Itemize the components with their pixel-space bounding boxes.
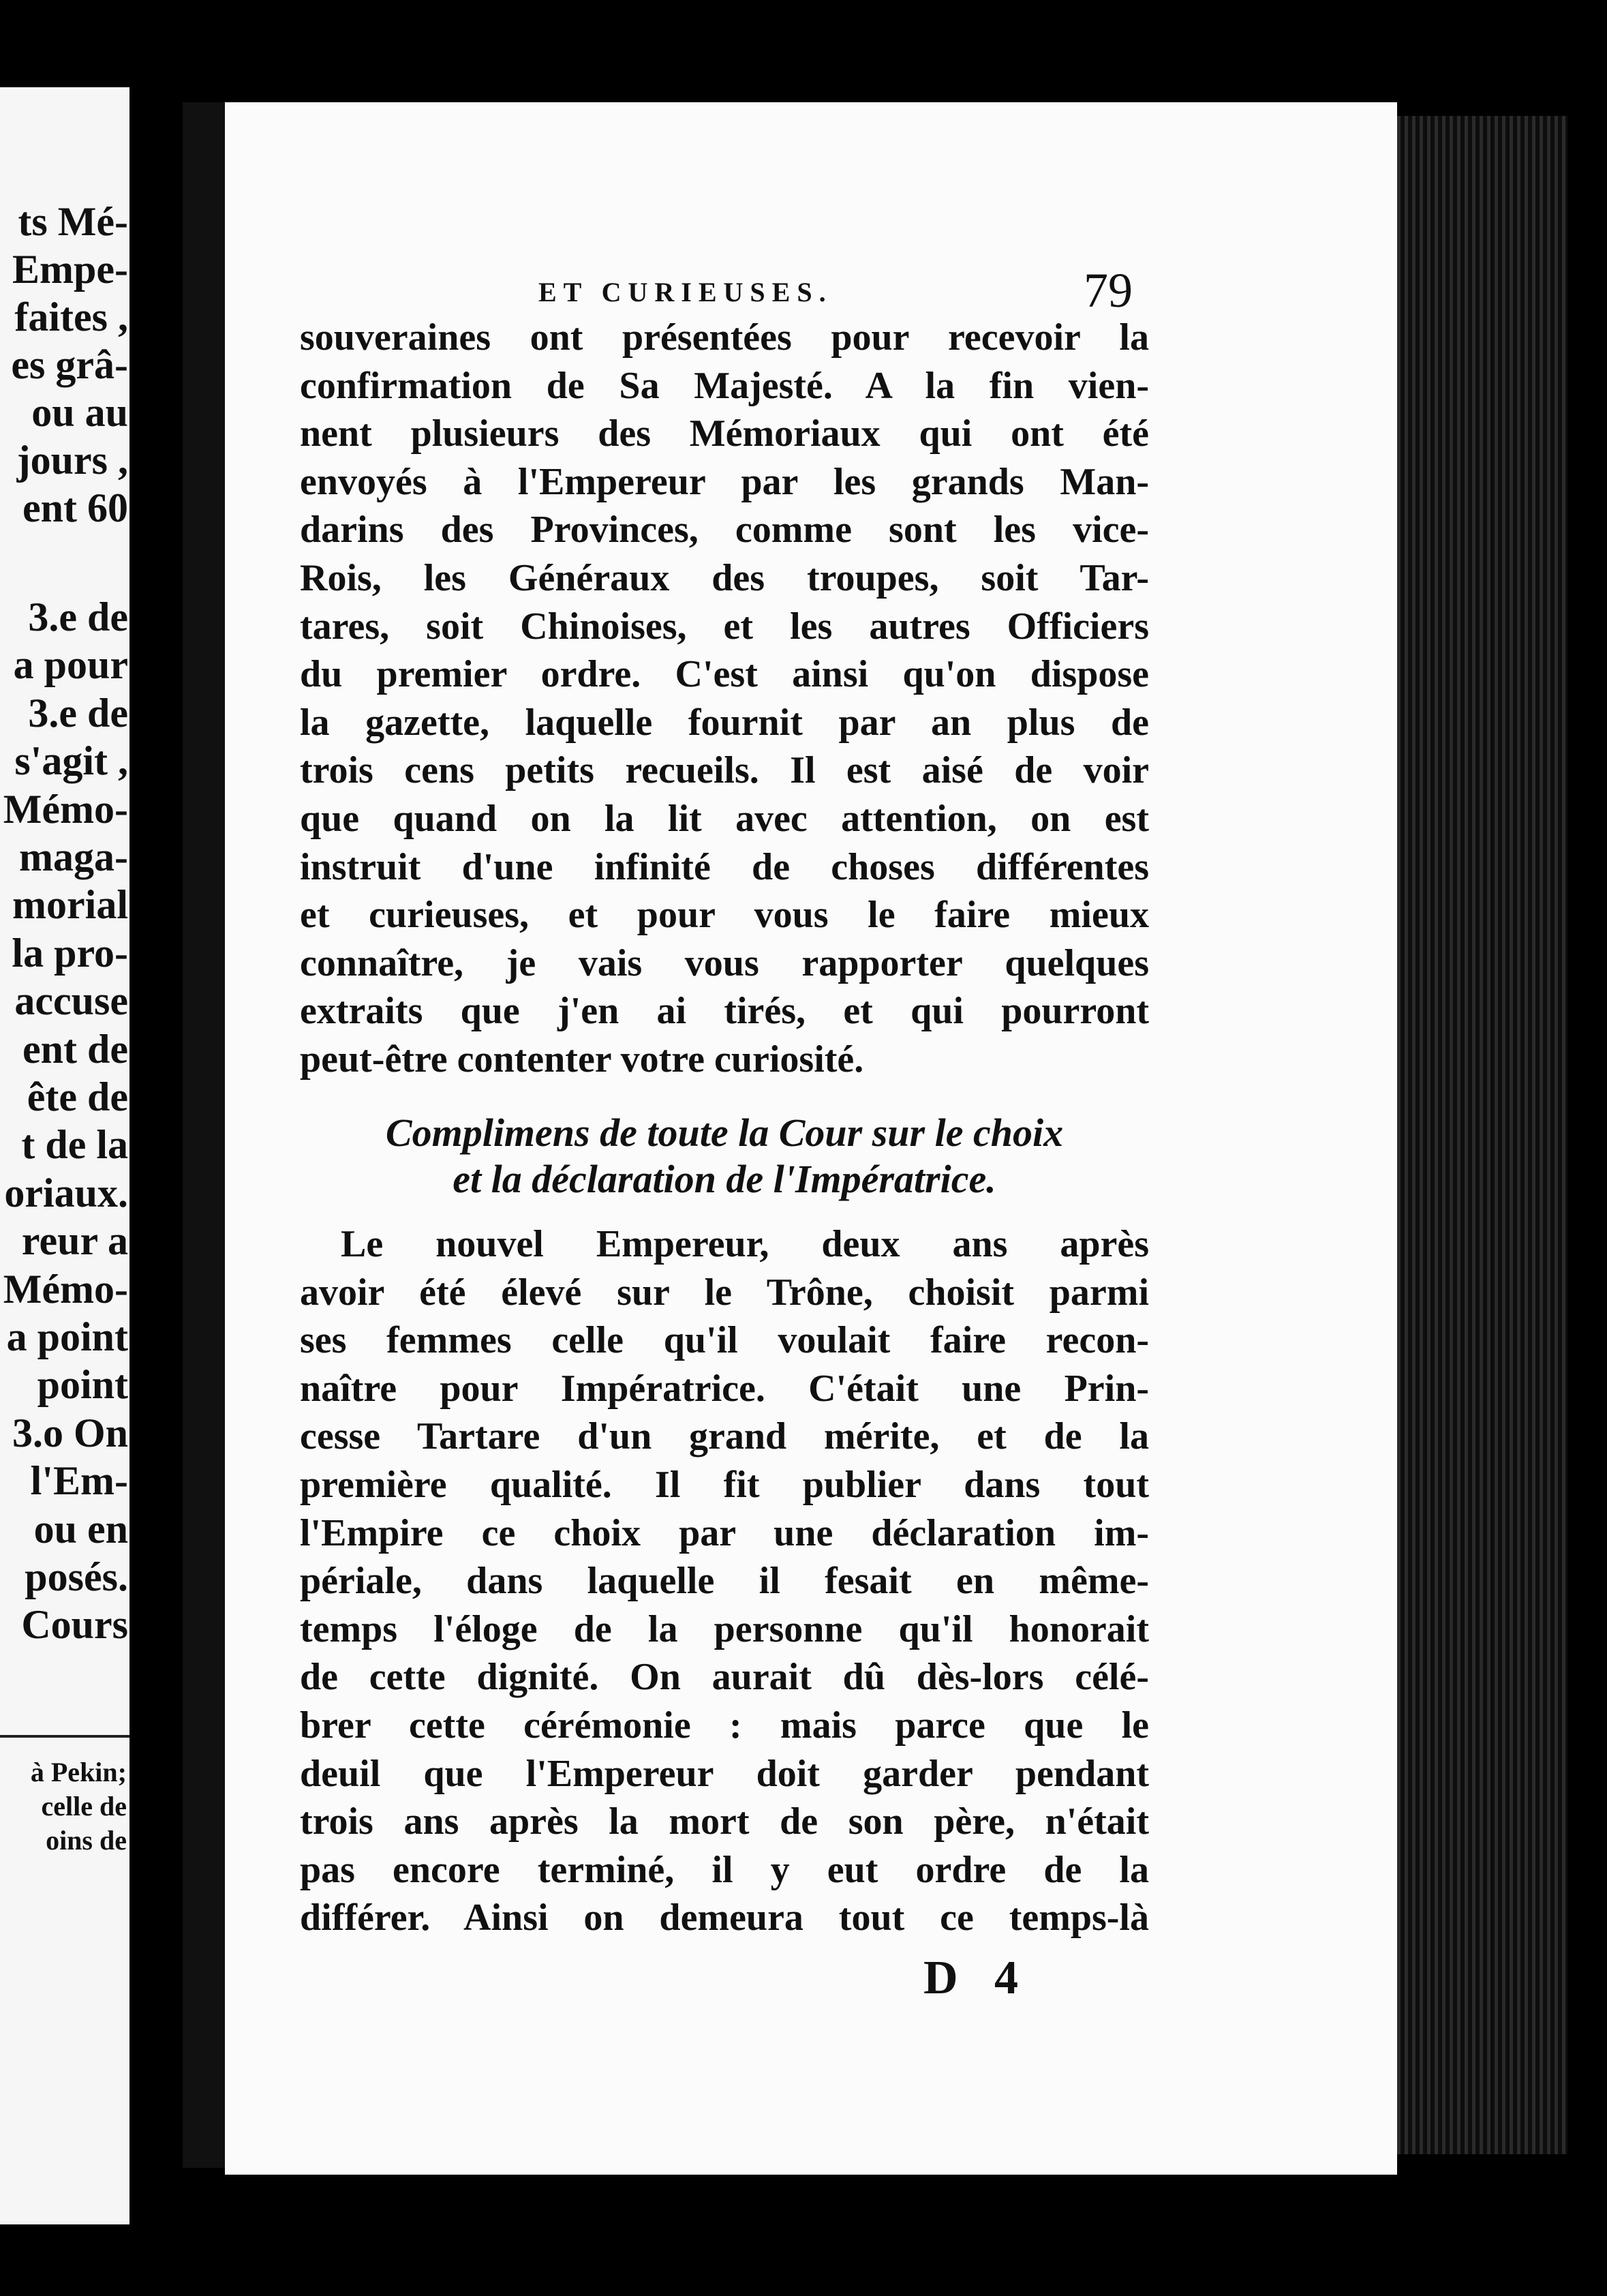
text-line: l'Empire ce choix par une déclaration im- — [300, 1511, 1149, 1554]
text-line: Le nouvel Empereur, deux ans après — [341, 1223, 1149, 1265]
heading-line: et la déclaration de l'Impératrice. — [453, 1157, 996, 1201]
left-page-line: t de la — [21, 1122, 128, 1168]
text-line: trois ans après la mort de son père, n'était — [300, 1800, 1149, 1843]
text-line: de cette dignité. On aurait dû dès-lors célé- — [300, 1656, 1149, 1699]
text-line: temps l'éloge de la personne qu'il honorait — [300, 1607, 1149, 1650]
left-page-line: ou en — [33, 1506, 128, 1552]
left-page-line: ent de — [22, 1026, 128, 1072]
text-line: instruit d'une infinité de choses différentes — [300, 845, 1149, 888]
left-page-footnote-line: oins de — [46, 1825, 127, 1856]
left-page-line: maga- — [19, 834, 128, 879]
page-edges — [1397, 116, 1567, 2154]
paragraph-2 — [300, 1220, 1149, 1942]
left-page-line: Empe- — [12, 247, 128, 292]
left-page-footnote-line: celle de — [41, 1791, 127, 1822]
text-line: ses femmes celle qu'il voulait faire recon- — [300, 1319, 1149, 1362]
text-line: et curieuses, et pour vous le faire mieux — [300, 894, 1149, 937]
text-line: que quand on la lit avec attention, on est — [300, 797, 1149, 840]
left-page-line: ent 60 — [22, 485, 128, 530]
left-page-footnote-line: à Pekin; — [30, 1757, 127, 1787]
signature-mark: D 4 — [923, 1952, 1031, 2004]
text-line: première qualité. Il fit publier dans tout — [300, 1463, 1149, 1506]
text-line: connaître, je vais vous rapporter quelques — [300, 941, 1149, 984]
left-page-line: a pour — [13, 642, 128, 688]
text-line: souveraines ont présentées pour recevoir la — [300, 316, 1149, 359]
left-page-line: ête de — [27, 1074, 128, 1119]
left-page-line: reur a — [21, 1218, 128, 1264]
text-line: envoyés à l'Empereur par les grands Man- — [300, 460, 1149, 503]
left-page-line: oriaux. — [4, 1170, 128, 1215]
footnote-rule — [0, 1735, 129, 1738]
text-line: nent plusieurs des Mémoriaux qui ont été — [300, 412, 1149, 455]
left-page-line: es grâ- — [11, 342, 128, 387]
left-page-line: Mémo- — [3, 1266, 128, 1312]
left-page-line: accuse — [14, 978, 128, 1024]
text-line: périale, dans laquelle il fesait en même- — [300, 1560, 1149, 1603]
text-line: la gazette, laquelle fournit par an plus de — [300, 701, 1149, 744]
running-head: ET CURIEUSES. — [538, 277, 833, 307]
left-page-line: l'Em- — [30, 1458, 128, 1504]
left-page-line: 3.o On — [12, 1410, 128, 1455]
left-page-line: 3.e de — [28, 690, 128, 736]
heading-line: Complimens de toute la Cour sur le choix — [385, 1111, 1064, 1155]
text-line: pas encore terminé, il y eut ordre de la — [300, 1848, 1149, 1891]
left-page-line: 3.e de — [28, 594, 128, 639]
left-page-line: ts Mé- — [18, 199, 128, 244]
text-line: naître pour Impératrice. C'était une Prin- — [300, 1367, 1149, 1410]
left-page-line: Cours — [21, 1602, 128, 1648]
section-heading — [300, 1110, 1149, 1203]
left-page-line: a point — [6, 1314, 128, 1359]
left-page-line: morial — [12, 882, 128, 928]
paragraph-1 — [300, 314, 1149, 1084]
left-page-line: jours , — [16, 438, 128, 483]
text-line: avoir été élevé sur le Trône, choisit parmi — [300, 1271, 1149, 1314]
text-line: trois cens petits recueils. Il est aisé de voir — [300, 749, 1149, 792]
text-line: tares, soit Chinoises, et les autres Officiers — [300, 605, 1149, 648]
text-line: cesse Tartare d'un grand mérite, et de la — [300, 1415, 1149, 1458]
text-line: différer. Ainsi on demeura tout ce temps-là — [300, 1897, 1149, 1939]
left-page-line: faites , — [14, 294, 128, 339]
left-page-line: Mémo- — [3, 786, 128, 832]
left-page-line: la pro- — [12, 930, 128, 976]
text-line: du premier ordre. C'est ainsi qu'on dispose — [300, 653, 1149, 696]
left-page-line: posés. — [25, 1554, 128, 1599]
left-page-line: s'agit , — [14, 738, 128, 784]
text-line: darins des Provinces, comme sont les vice- — [300, 509, 1149, 552]
text-line: confirmation de Sa Majesté. A la fin vien- — [300, 364, 1149, 407]
text-line: brer cette cérémonie : mais parce que le — [300, 1704, 1149, 1747]
text-line: peut-être contenter votre curiosité. — [300, 1038, 864, 1081]
left-page-line: point — [37, 1362, 128, 1408]
text-line: extraits que j'en ai tirés, et qui pourront — [300, 990, 1149, 1033]
left-page-fragment — [0, 87, 129, 2224]
text-line: Rois, les Généraux des troupes, soit Tar- — [300, 556, 1149, 599]
text-line: deuil que l'Empereur doit garder pendant — [300, 1752, 1149, 1795]
page-number: 79 — [1084, 263, 1133, 318]
left-page-line: ou au — [31, 390, 128, 435]
